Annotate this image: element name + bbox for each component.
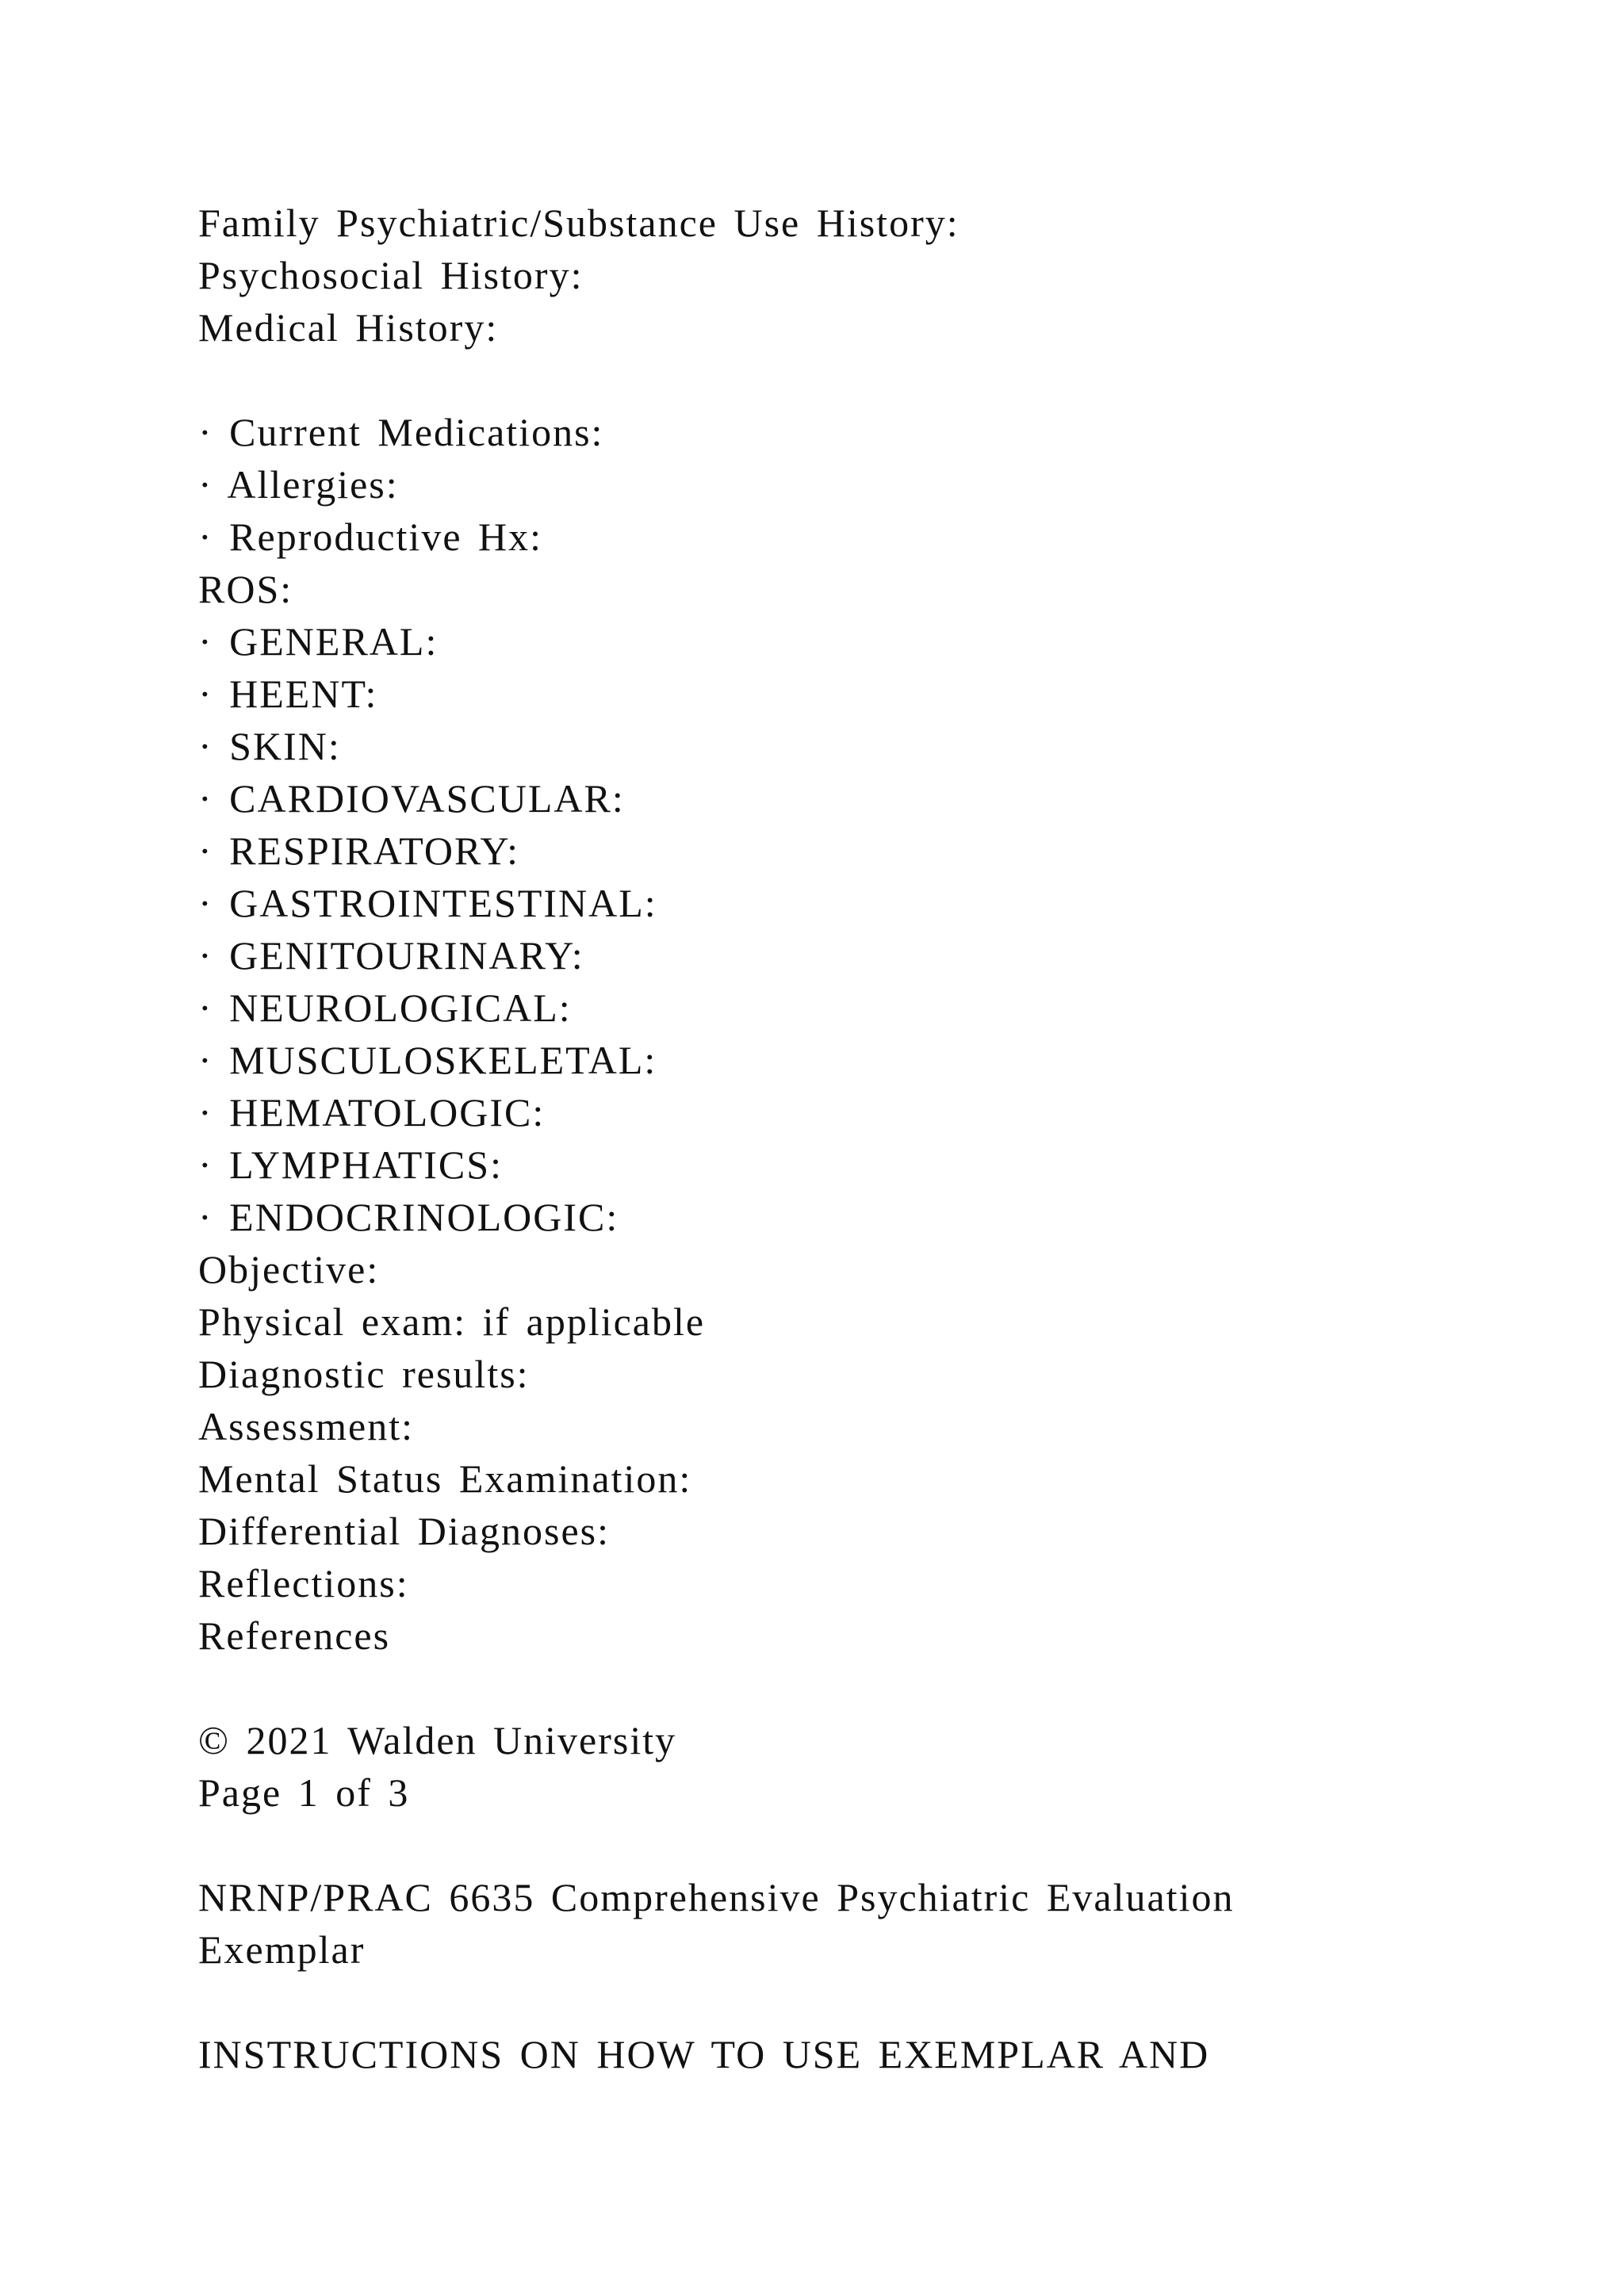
heading-ros: ROS: xyxy=(198,567,293,611)
heading-assessment: Assessment: xyxy=(198,1404,414,1448)
document-text xyxy=(198,197,1546,2080)
ros-endocrinologic: · ENDOCRINOLOGIC: xyxy=(198,1195,619,1239)
copyright-notice: © 2021 Walden University xyxy=(198,1718,677,1762)
item-reproductive-hx: · Reproductive Hx: xyxy=(198,515,543,559)
document-title-line-1: NRNP/PRAC 6635 Comprehensive Psychiatric Evaluation xyxy=(198,1875,1235,1919)
ros-heent: · HEENT: xyxy=(198,672,378,716)
blank-line xyxy=(198,1976,1546,2028)
item-allergies: · Allergies: xyxy=(198,462,399,507)
heading-family-history: Family Psychiatric/Substance Use History: xyxy=(198,201,959,245)
heading-objective: Objective: xyxy=(198,1247,380,1292)
ros-respiratory: · RESPIRATORY: xyxy=(198,828,519,873)
heading-differential-diagnoses: Differential Diagnoses: xyxy=(198,1509,610,1553)
ros-gastrointestinal: · GASTROINTESTINAL: xyxy=(198,881,657,925)
blank-line xyxy=(198,1662,1546,1714)
instructions-heading: INSTRUCTIONS ON HOW TO USE EXEMPLAR AND xyxy=(198,2032,1210,2076)
ros-skin: · SKIN: xyxy=(198,724,341,768)
ros-genitourinary: · GENITOURINARY: xyxy=(198,933,584,978)
ros-general: · GENERAL: xyxy=(198,619,439,664)
heading-diagnostic-results: Diagnostic results: xyxy=(198,1352,530,1396)
heading-reflections: Reflections: xyxy=(198,1561,409,1605)
heading-mental-status-exam: Mental Status Examination: xyxy=(198,1456,692,1501)
ros-cardiovascular: · CARDIOVASCULAR: xyxy=(198,776,625,821)
heading-references: References xyxy=(198,1613,391,1658)
ros-lymphatics: · LYMPHATICS: xyxy=(198,1142,503,1187)
heading-physical-exam: Physical exam: if applicable xyxy=(198,1299,706,1344)
blank-line xyxy=(198,354,1546,406)
ros-hematologic: · HEMATOLOGIC: xyxy=(198,1090,546,1135)
heading-psychosocial-history: Psychosocial History: xyxy=(198,253,584,297)
ros-musculoskeletal: · MUSCULOSKELETAL: xyxy=(198,1038,657,1082)
item-current-medications: · Current Medications: xyxy=(198,410,604,454)
heading-medical-history: Medical History: xyxy=(198,305,499,350)
ros-neurological: · NEUROLOGICAL: xyxy=(198,985,572,1030)
page-number: Page 1 of 3 xyxy=(198,1770,410,1815)
blank-line xyxy=(198,1819,1546,1871)
document-title-line-2: Exemplar xyxy=(198,1927,366,1972)
